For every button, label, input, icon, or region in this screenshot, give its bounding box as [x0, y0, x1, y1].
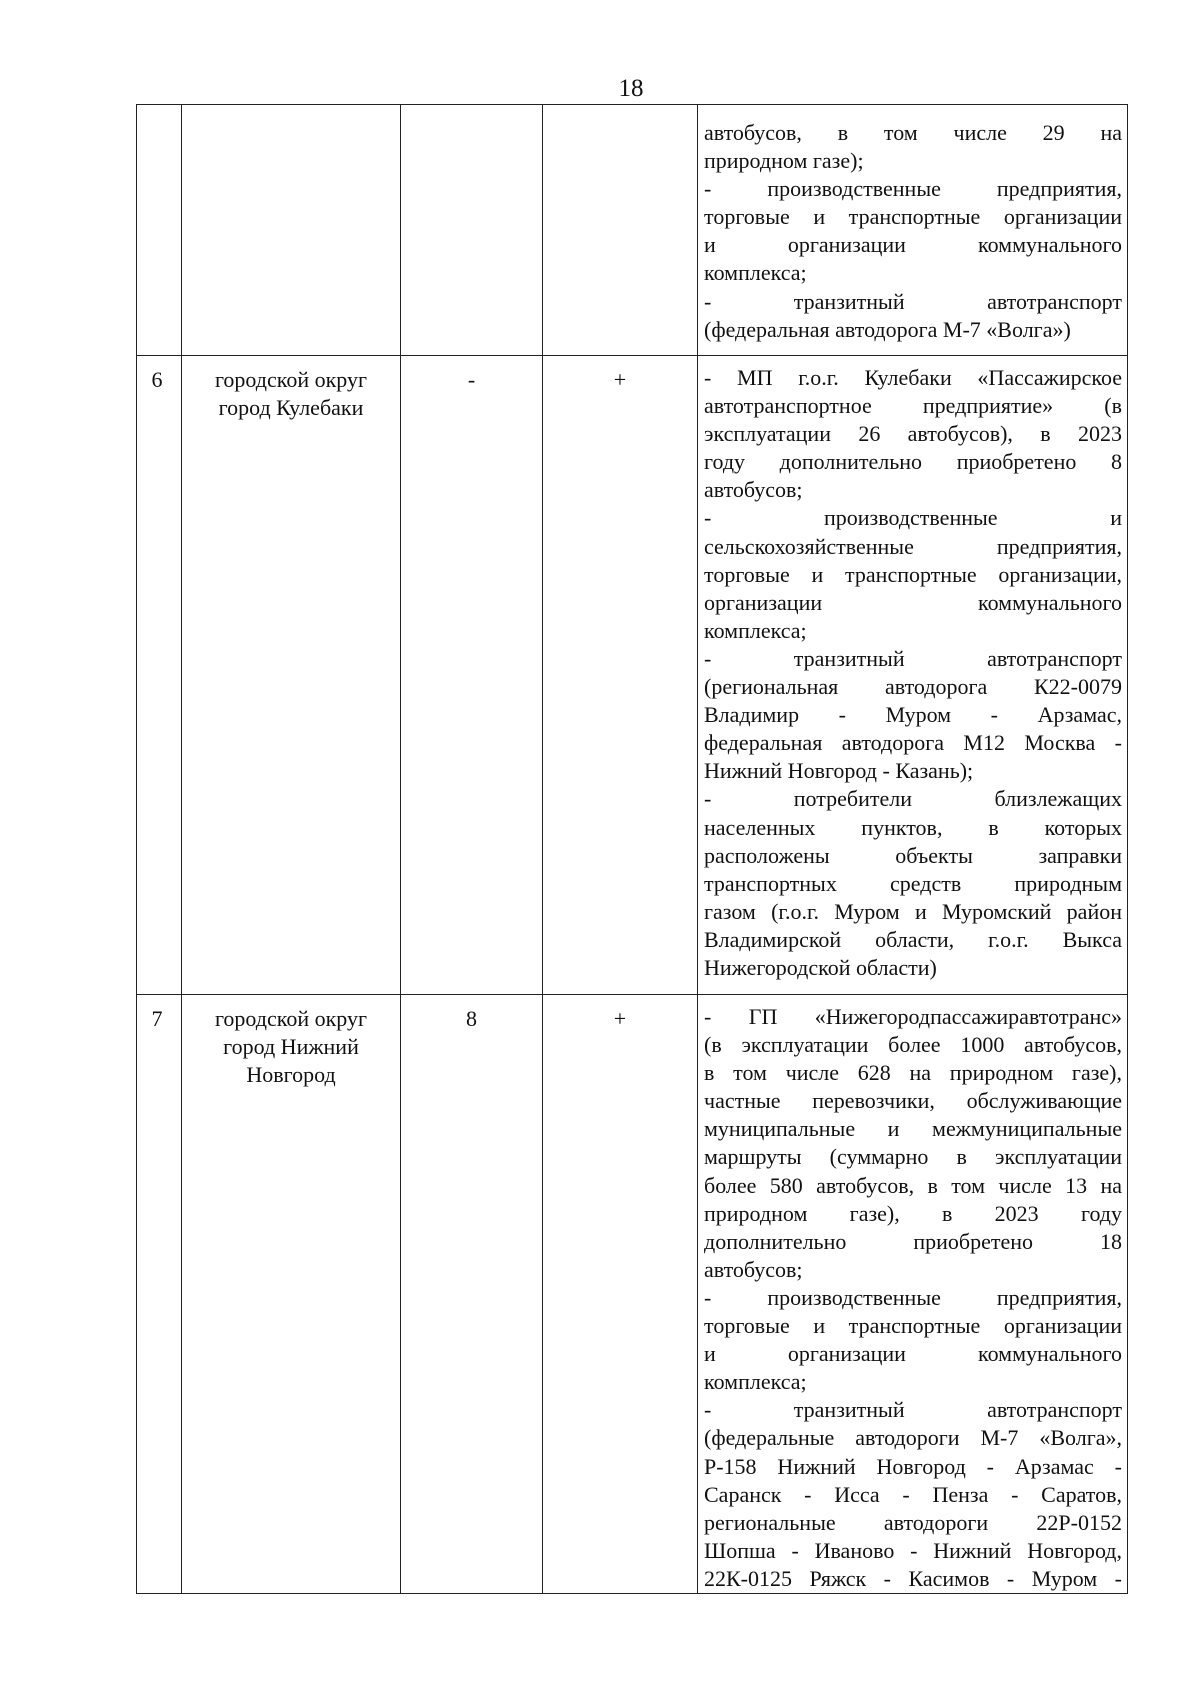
municipality-cell	[182, 995, 401, 1594]
description-line: - МП г.о.г. Кулебаки «Пассажирское	[704, 365, 1122, 390]
municipality-cell	[182, 105, 401, 356]
description-line: региональные автодороги 22Р-0152	[704, 1509, 1122, 1535]
page-number: 18	[618, 75, 644, 102]
description-line: - транзитный автотранспорт	[704, 288, 1122, 314]
municipality-name-line: Новгород	[246, 1062, 336, 1088]
station-count-cell: -	[401, 356, 543, 995]
description-line: Владимирской области, г.о.г. Выкса	[704, 926, 1122, 952]
description-line: - производственные предприятия,	[704, 176, 1122, 202]
row-number-cell	[137, 105, 182, 356]
description-line: году дополнительно приобретено 8	[704, 449, 1122, 475]
description-line: организации коммунального	[704, 589, 1122, 615]
description-line: газом (г.о.г. Муром и Муромский район	[704, 898, 1122, 924]
description-line: Нижегородской области)	[704, 954, 937, 980]
description-line: торговые и транспортные организации	[704, 204, 1122, 230]
description-line: Саранск - Исса - Пенза - Саратов,	[704, 1481, 1122, 1507]
description-line: Нижний Новгород - Казань);	[704, 758, 974, 784]
consumers-cell	[698, 356, 1128, 995]
description-line: транспортных средств природным	[704, 870, 1122, 896]
description-line: автобусов, в том числе 29 на	[704, 120, 1122, 145]
description-line: - производственные и	[704, 505, 1122, 531]
description-line: частные перевозчики, обслуживающие	[704, 1088, 1122, 1114]
table-row	[137, 105, 1128, 356]
municipality-cell	[182, 356, 401, 995]
description-line: более 580 автобусов, в том числе 13 на	[704, 1172, 1122, 1198]
description-line: (региональная автодорога К22-0079	[704, 674, 1122, 700]
description-line: сельскохозяйственные предприятия,	[704, 533, 1122, 559]
description-line: - производственные предприятия,	[704, 1284, 1122, 1310]
description-line: - транзитный автотранспорт	[704, 645, 1122, 671]
plan-mark-cell: +	[543, 356, 698, 995]
description-line: Владимир - Муром - Арзамас,	[704, 702, 1122, 728]
municipality-name-line: городской округ	[214, 1006, 368, 1031]
station-count-cell: 8	[401, 995, 543, 1594]
plan-mark-cell: +	[543, 995, 698, 1594]
description-line: 22К-0125 Ряжск - Касимов - Муром -	[704, 1565, 1122, 1591]
consumers-cell	[698, 995, 1128, 1594]
description-line: расположены объекты заправки	[704, 842, 1122, 868]
description-line: (федеральная автодорога М-7 «Волга»)	[704, 316, 1071, 342]
data-table	[136, 104, 1128, 1594]
description-line: природном газе);	[704, 148, 864, 174]
description-line: эксплуатации 26 автобусов), в 2023	[704, 421, 1122, 447]
description-line: торговые и транспортные организации,	[704, 561, 1122, 587]
municipality-name-line: город Нижний	[223, 1034, 359, 1060]
consumers-cell	[698, 105, 1128, 356]
station-count-cell	[401, 105, 543, 356]
description-line: автотранспортное предприятие» (в	[704, 393, 1122, 419]
row-number-cell: 7	[137, 995, 182, 1594]
description-line: - потребители близлежащих	[704, 786, 1122, 812]
description-line: федеральная автодорога М12 Москва -	[704, 730, 1122, 756]
description-line: торговые и транспортные организации	[704, 1313, 1122, 1339]
description-line: маршруты (суммарно в эксплуатации	[704, 1144, 1122, 1170]
description-line: комплекса;	[704, 260, 807, 286]
description-line: - ГП «Нижегородпассажиравтотранс»	[704, 1004, 1122, 1029]
description-line: автобусов;	[704, 477, 803, 503]
description-line: и организации коммунального	[704, 232, 1122, 258]
description-line: природном газе), в 2023 году	[704, 1200, 1122, 1226]
description-line: комплекса;	[704, 617, 807, 643]
description-line: муниципальные и межмуниципальные	[704, 1116, 1122, 1142]
description-line: Шопша - Иваново - Нижний Новгород,	[704, 1537, 1122, 1563]
municipality-name-line: городской округ	[214, 367, 368, 392]
municipality-name-line: город Кулебаки	[218, 395, 364, 421]
table-row	[137, 356, 1128, 995]
plan-mark-cell	[543, 105, 698, 356]
description-line: комплекса;	[704, 1369, 807, 1395]
description-line: и организации коммунального	[704, 1341, 1122, 1367]
description-line: (федеральные автодороги М-7 «Волга»,	[704, 1425, 1122, 1451]
row-number-cell: 6	[137, 356, 182, 995]
description-line: в том числе 628 на природном газе),	[704, 1060, 1122, 1086]
description-line: автобусов;	[704, 1256, 803, 1282]
description-line: (в эксплуатации более 1000 автобусов,	[704, 1032, 1122, 1058]
description-line: населенных пунктов, в которых	[704, 814, 1122, 840]
description-line: дополнительно приобретено 18	[704, 1228, 1122, 1254]
description-line: Р-158 Нижний Новгород - Арзамас -	[704, 1453, 1122, 1479]
description-line: - транзитный автотранспорт	[704, 1397, 1122, 1423]
table-row	[137, 995, 1128, 1594]
